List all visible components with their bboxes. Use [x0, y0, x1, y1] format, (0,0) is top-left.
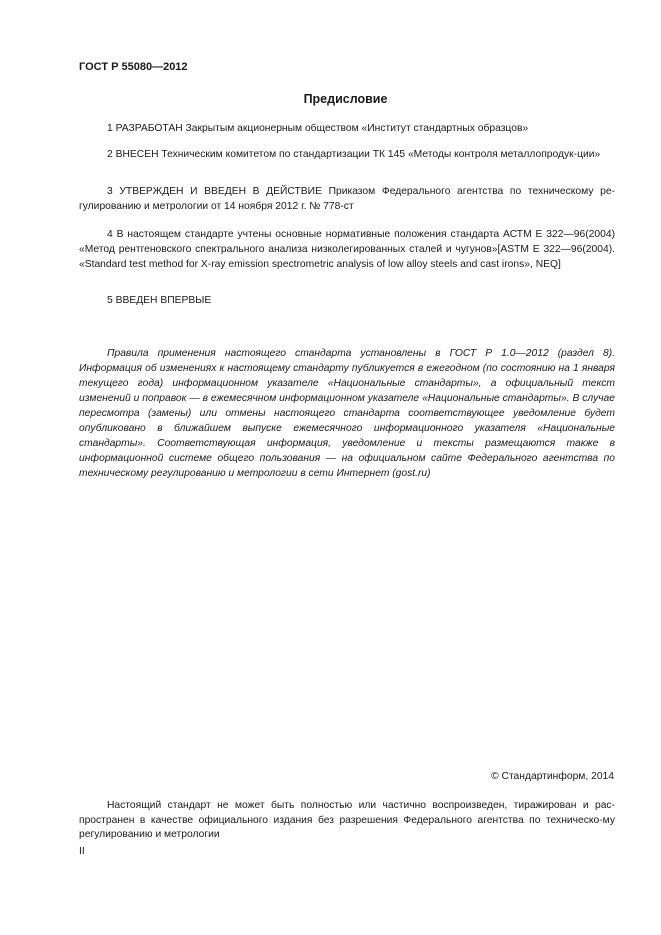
preface-item-1-text: 1 РАЗРАБОТАН Закрытым акционерным обществом «Институт стандартных образцов»	[107, 123, 529, 134]
page-number: II	[79, 846, 85, 857]
preface-item-4	[79, 227, 615, 272]
preface-item-5	[79, 293, 615, 308]
preface-item-1	[79, 121, 615, 136]
application-rules-note-text: Правила применения настоящего стандарта установлены в ГОСТ Р 1.0—2012 (раздел 8). Информация об изменениях к настоящему стандарту публикуется в ежегодном (по состоянию на 1 января текущего года) информационном указателе «Национальные стандарты», а официальный текст изменений и поправок — в ежемесячном информационном указателе «Национальные стандарты». В случае пересмотра (замены) или отмены настоящего стандарта соответствующее уведомление будет опубликовано в ближайшем выпуске ежемесячного информационного указателя «Национальные стандарты». Соответствующая информация, уведомление и тексты размещаются также в информационной системе общего пользования — на официальном сайте Федерального агентства по техническому регулированию и метрологии в сети Интернет (gost.ru)	[79, 348, 615, 479]
application-rules-note	[79, 346, 615, 481]
copyright-line: © Стандартинформ, 2014	[491, 771, 614, 782]
preface-item-2-text: 2 ВНЕСЕН Техническим комитетом по стандартизации ТК 145 «Методы контроля металлопродук-ции»	[107, 149, 601, 160]
preface-item-5-text: 5 ВВЕДЕН ВПЕРВЫЕ	[107, 295, 212, 306]
preface-item-2	[79, 147, 615, 162]
preface-item-3-text: 3 УТВЕРЖДЕН И ВВЕДЕН В ДЕЙСТВИЕ Приказом Федерального агентства по техническому ре-гулированию и метрологии от 14 ноября 2012 г. № 778-ст	[79, 186, 615, 212]
reproduction-notice	[79, 799, 615, 843]
reproduction-notice-text: Настоящий стандарт не может быть полностью или частично воспроизведен, тиражирован и рас-пространен в качестве официального издания без разрешения Федерального агентства по техническо-му регулированию и метрологии	[79, 800, 615, 840]
document-code-header: ГОСТ Р 55080—2012	[79, 61, 188, 73]
preface-title: Предисловие	[303, 92, 388, 106]
preface-item-4-text: 4 В настоящем стандарте учтены основные нормативные положения стандарта АСТМ Е 322—96(2004) «Метод рентгеновского спектрального анализа низколегированных сталей и чугунов»[ASTM E 322—96(2004). «Standard test method for X-ray emission spectrometric analysis of low alloy steels and cast irons», NEQ]	[79, 229, 615, 270]
preface-item-3	[79, 184, 615, 214]
